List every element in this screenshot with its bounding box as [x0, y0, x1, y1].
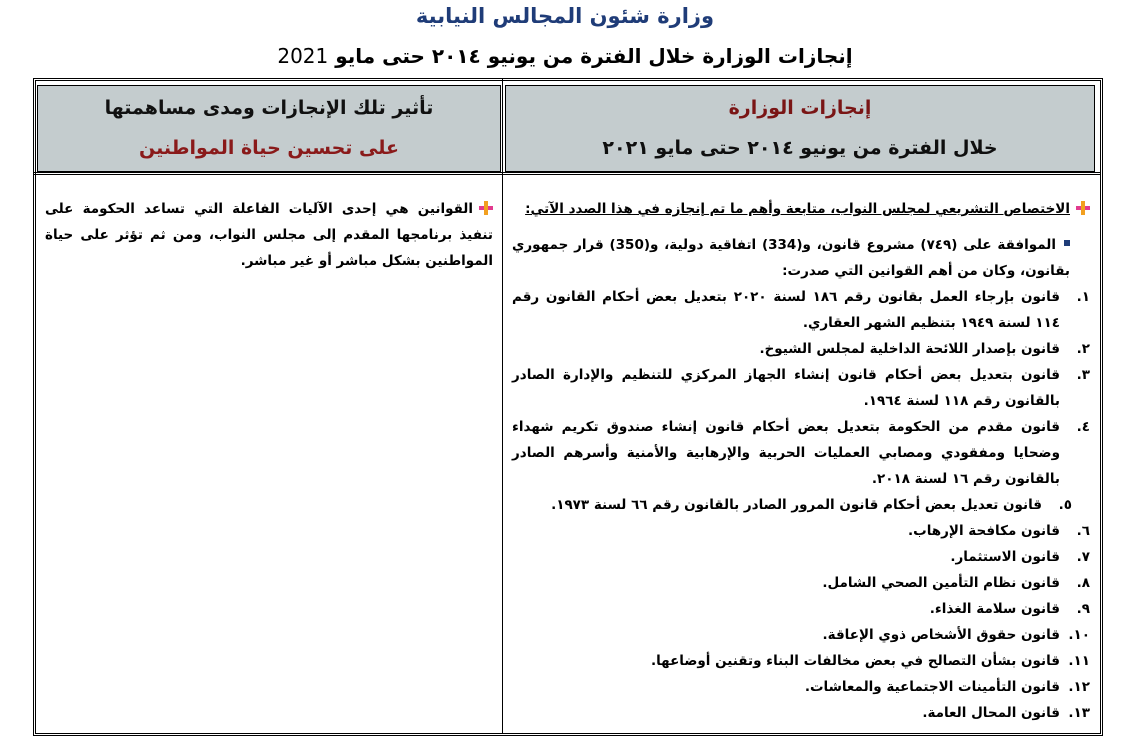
law-item	[512, 544, 1090, 570]
column-divider	[502, 78, 503, 733]
section-heading-text: الاختصاص التشريعي لمجلس النواب، متابعة وأهم ما تم إنجازه في هذا الصدد الآتي:	[525, 201, 1070, 217]
law-item-number: ١٣.	[1068, 705, 1090, 721]
law-item-text: قانون المحال العامة.	[922, 705, 1060, 721]
law-item-text: قانون تعديل بعض أحكام قانون المرور الصادر بالقانون رقم ٦٦ لسنة ١٩٧٣.	[551, 497, 1042, 513]
law-item	[512, 414, 1090, 492]
law-item-number: ١٢.	[1068, 679, 1090, 695]
law-item-text: قانون مكافحة الإرهاب.	[908, 523, 1060, 539]
law-item-text: قانون مقدم من الحكومة بتعديل بعض أحكام قانون إنشاء صندوق تكريم شهداء وضحايا ومفقودي ومصابي العمليات الحربية والإرهابية والأمنية وأسرهم الصادر بالقانون رقم ١٦ لسنة ٢٠١٨.	[512, 419, 1060, 487]
achievements-cell	[512, 196, 1090, 726]
law-item-text: قانون بإرجاء العمل بقانون رقم ١٨٦ لسنة ٢٠٢٠ بتعديل بعض أحكام القانون رقم ١١٤ لسنة ١٩٤٩ بتنظيم الشهر العقاري.	[512, 289, 1061, 331]
law-item-text: قانون بتعديل بعض أحكام قانون إنشاء الجهاز المركزي للتنظيم والإدارة الصادر بالقانون رقم ١١٨ لسنة ١٩٦٤.	[512, 367, 1060, 409]
law-item	[512, 518, 1090, 544]
law-item	[512, 648, 1090, 674]
law-item-number: ٧.	[1076, 549, 1090, 565]
law-item	[512, 622, 1090, 648]
impact-cell	[45, 196, 493, 274]
right-header-line1: إنجازات الوزارة	[728, 97, 872, 119]
law-item-number: ٣.	[1076, 367, 1090, 383]
page-subtitle	[0, 44, 1130, 68]
law-item-text: قانون الاستثمار.	[950, 549, 1060, 565]
left-header-line2: على تحسين حياة المواطنين	[139, 137, 399, 159]
law-item-text: قانون حقوق الأشخاص ذوي الإعاقة.	[822, 627, 1060, 643]
laws-list	[512, 284, 1090, 726]
law-item	[512, 596, 1090, 622]
law-item	[512, 336, 1090, 362]
arrow-bullet-icon	[1076, 201, 1090, 215]
law-item-text: قانون سلامة الغذاء.	[929, 601, 1060, 617]
law-item-text: قانون بإصدار اللائحة الداخلية لمجلس الشيوخ.	[759, 341, 1060, 357]
law-item-text: قانون نظام التأمين الصحي الشامل.	[822, 575, 1060, 591]
ministry-title: وزارة شئون المجالس النيابية	[415, 4, 715, 28]
subtitle-text: إنجازات الوزارة خلال الفترة من يونيو ٢٠١٤ حتى مايو	[335, 44, 853, 68]
law-item-text: قانون بشأن التصالح في بعض مخالفات البناء وتقنين أوضاعها.	[650, 653, 1060, 669]
law-item	[512, 674, 1090, 700]
law-item-number: ٥.	[1058, 497, 1072, 513]
law-item	[512, 284, 1090, 336]
right-header-line2: خلال الفترة من يونيو ٢٠١٤ حتى مايو ٢٠٢١	[602, 137, 998, 159]
law-item-number: ١١.	[1068, 653, 1090, 669]
approval-text: الموافقة على (٧٤٩) مشروع قانون، و(334) اتفاقية دولية، و(350) قرار جمهوري بقانون، وكان من أهم القوانين التي صدرت:	[512, 237, 1070, 279]
left-column-header	[37, 85, 501, 172]
law-item-number: ١٠.	[1068, 627, 1090, 643]
arrow-bullet-icon	[479, 201, 493, 215]
header-divider	[33, 172, 1100, 175]
impact-text: القوانين هي إحدى الآليات الفاعلة التي تساعد الحكومة على تنفيذ برنامجها المقدم إلى مجلس النواب، ومن ثم تؤثر على حياة المواطنين بشكل مباشر أو غير مباشر.	[45, 201, 493, 269]
approval-paragraph	[512, 232, 1090, 284]
square-bullet-icon	[1064, 240, 1070, 246]
law-item-number: ١.	[1076, 289, 1090, 305]
law-item-text: قانون التأمينات الاجتماعية والمعاشات.	[804, 679, 1060, 695]
law-item	[512, 570, 1090, 596]
law-item	[512, 700, 1090, 726]
law-item	[512, 492, 1090, 518]
law-item	[512, 362, 1090, 414]
law-item-number: ٨.	[1076, 575, 1090, 591]
law-item-number: ٦.	[1076, 523, 1090, 539]
right-column-header	[505, 85, 1095, 172]
law-item-number: ٤.	[1076, 419, 1090, 435]
law-item-number: ٩.	[1076, 601, 1090, 617]
section-heading	[512, 196, 1090, 222]
law-item-number: ٢.	[1076, 341, 1090, 357]
left-header-line1: تأثير تلك الإنجازات ومدى مساهمتها	[104, 97, 434, 119]
subtitle-year: 2021	[277, 44, 329, 68]
